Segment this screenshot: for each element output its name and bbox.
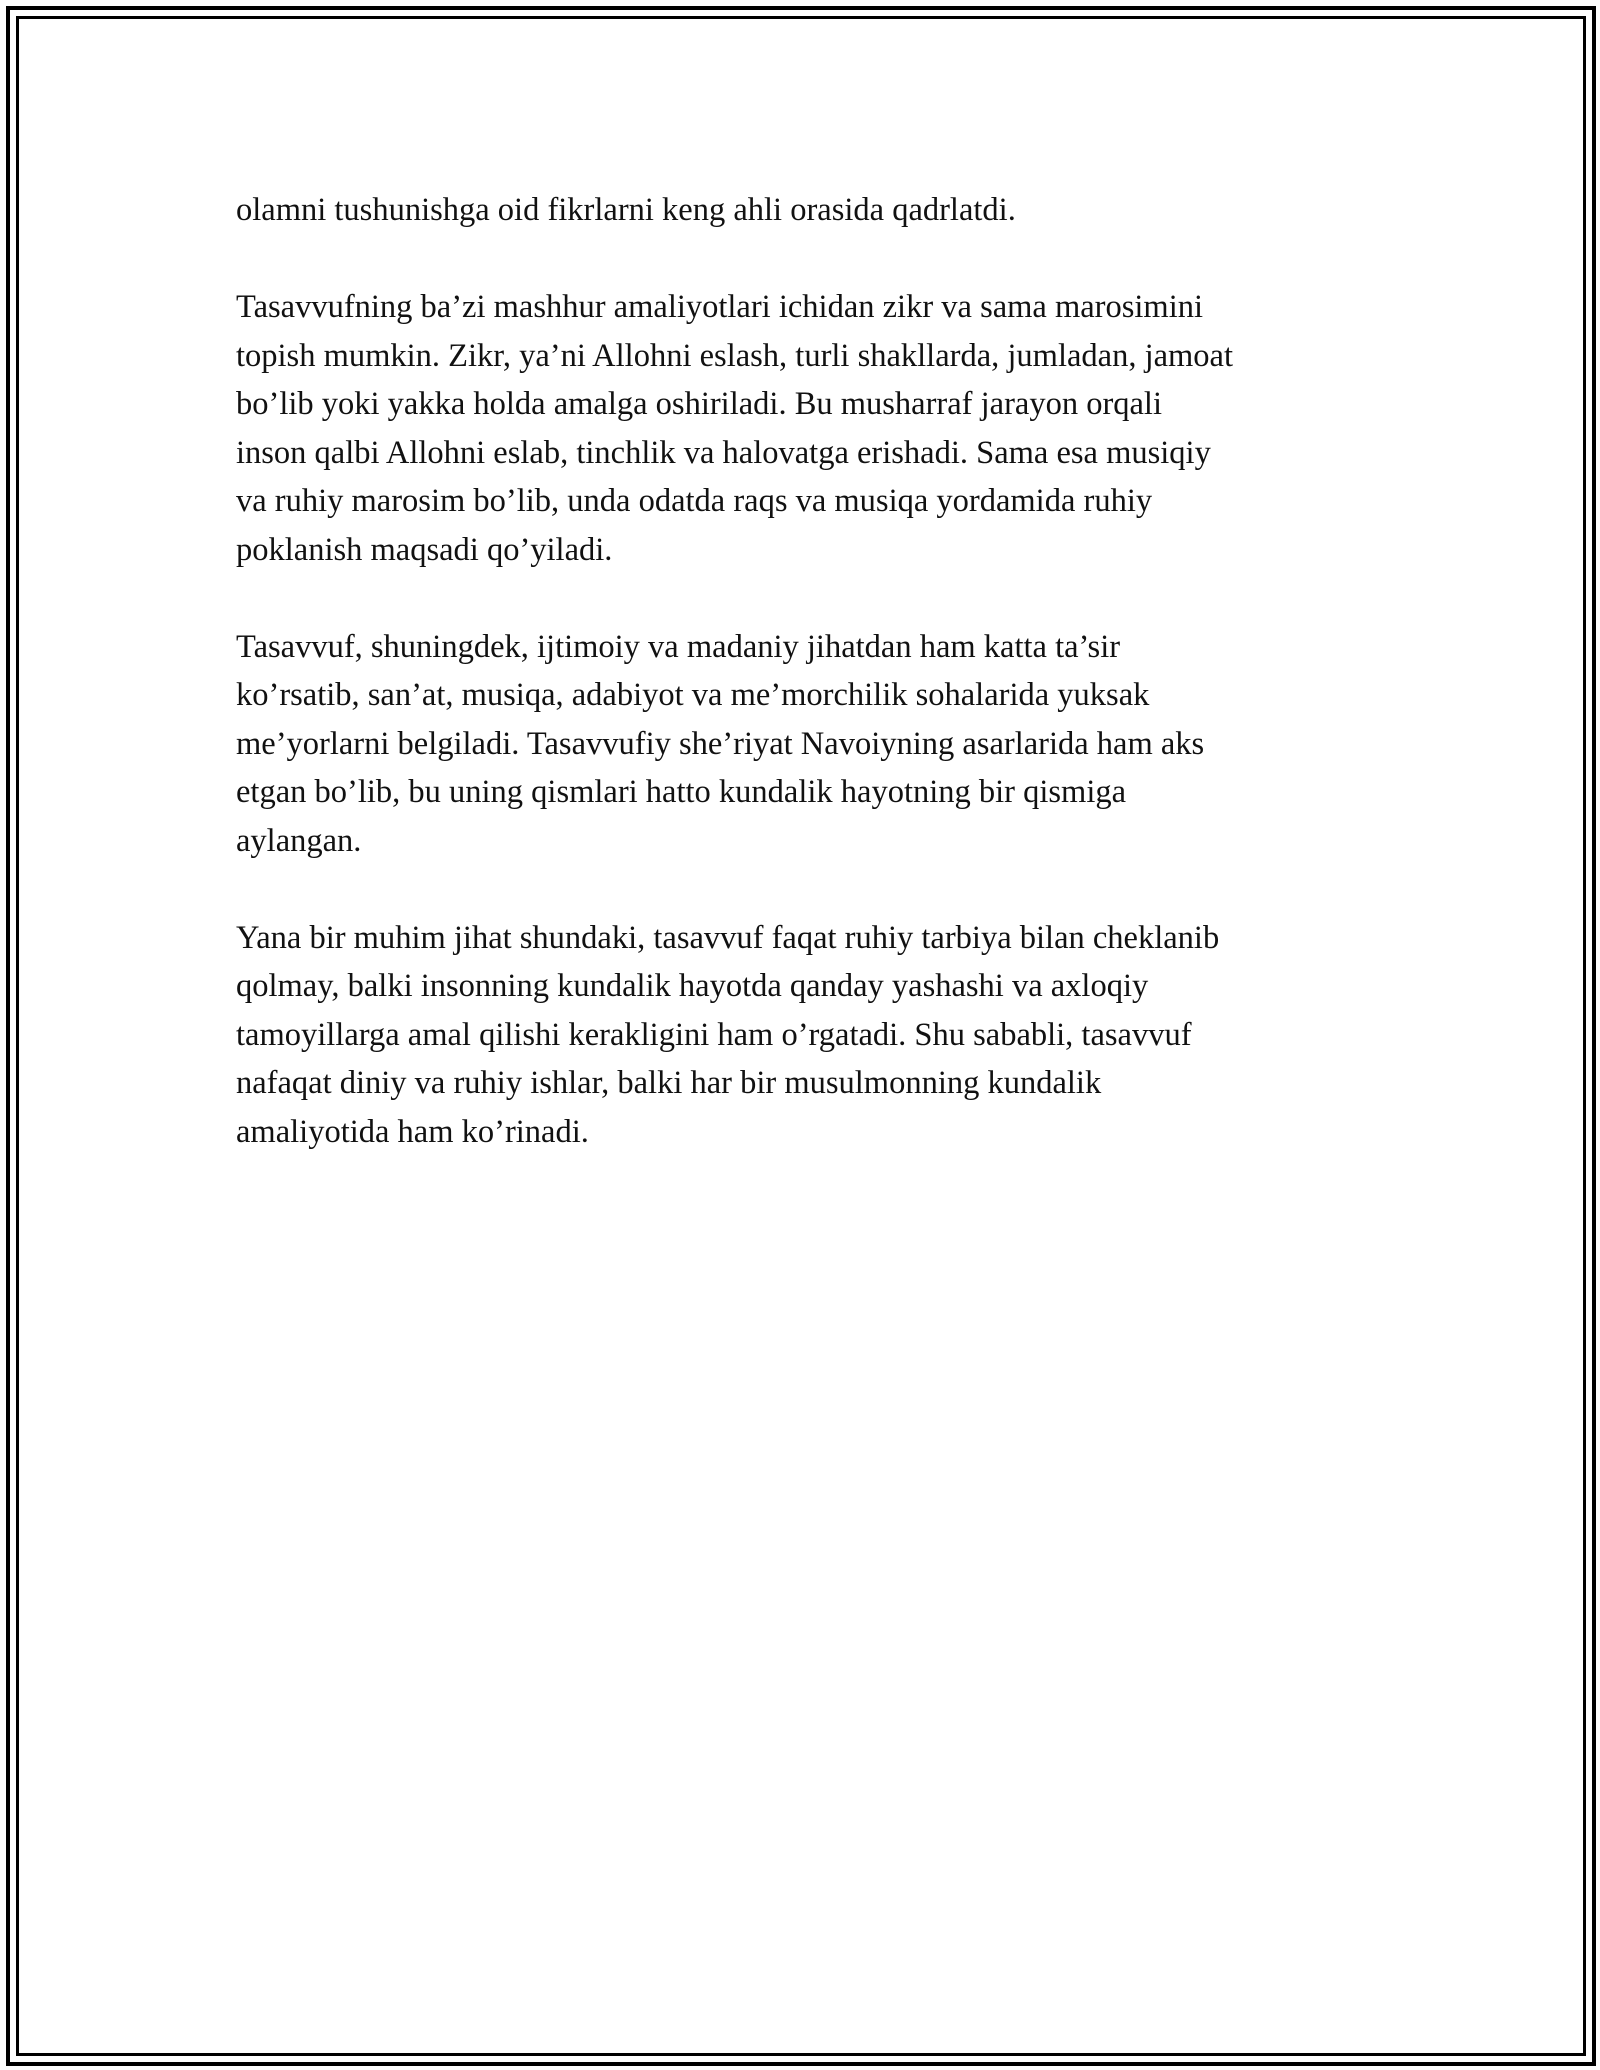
paragraph-2: Tasavvufning ba’zi mashhur amaliyotlari ichidan zikr va sama marosimini topish mumkin. Zikr, ya’ni Allohni eslash, turli shakllarda, jumladan, jamoat bo’lib yoki yakka holda amalga oshiriladi. Bu musharraf jarayon orqali inson qalbi Allohni eslab, tinchlik va halovatga erishadi. Sama esa musiqiy va ruhiy marosim bo’lib, unda odatda raqs va musiqa yordamida ruhiy poklanish maqsadi qo’yiladi.	[236, 289, 1234, 568]
document-body	[236, 186, 1376, 1205]
paragraph-1: olamni tushunishga oid fikrlarni keng ahli orasida qadrlatdi.	[236, 192, 1016, 228]
paragraph-4: Yana bir muhim jihat shundaki, tasavvuf faqat ruhiy tarbiya bilan cheklanib qolmay, balki insonning kundalik hayotda qanday yashashi va axloqiy tamoyillarga amal qilishi kerakligini ham o’rgatadi. Shu sababli, tasavvuf nafaqat diniy va ruhiy ishlar, balki har bir musulmonning kundalik amaliyotida ham ko’rinadi.	[236, 919, 1220, 1150]
paragraph-3: Tasavvuf, shuningdek, ijtimoiy va madaniy jihatdan ham katta ta’sir ko’rsatib, san’at, musiqa, adabiyot va me’morchilik sohalarida yuksak me’yorlarni belgiladi. Tasavvufiy she’riyat Navoiyning asarlarida ham aks etgan bo’lib, bu uning qismlari hatto kundalik hayotning bir qismiga aylangan.	[236, 628, 1205, 859]
